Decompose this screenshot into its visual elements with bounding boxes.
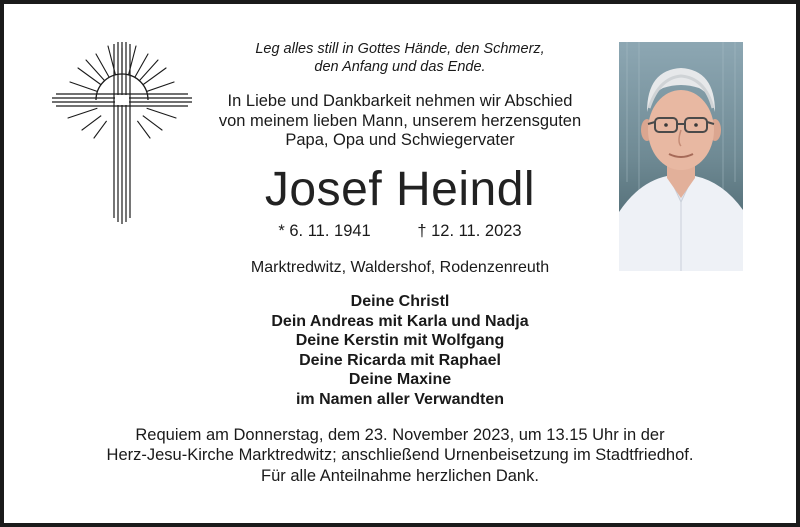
mourner-entry: Dein Andreas mit Karla und Nadja (271, 312, 529, 330)
radiant-cross-icon (52, 42, 192, 224)
thanks-note: Für alle Anteilnahme herzlichen Dank. (261, 467, 539, 485)
birth-date: * 6. 11. 1941 (278, 222, 371, 240)
life-dates (200, 221, 600, 241)
motto-line: Leg alles still in Gottes Hände, den Schmerz, (255, 41, 545, 57)
intro-line: von meinem lieben Mann, unserem herzensguten (218, 111, 582, 130)
motto-line: den Anfang und das Ende. (314, 59, 486, 75)
mourner-entry: Deine Christl (350, 293, 450, 310)
mourner-entry: Deine Ricarda mit Raphael (299, 351, 501, 369)
portrait-photo (619, 42, 743, 271)
requiem-line: Requiem am Donnerstag, dem 23. November 2023, um 13.15 Uhr in der (135, 426, 665, 444)
mourner-entry: Deine Maxine (348, 371, 452, 388)
home-places: Marktredwitz, Waldershof, Rodenzenreuth (250, 259, 550, 276)
mourners-list (200, 292, 600, 409)
intro-line: In Liebe und Dankbarkeit nehmen wir Abschied (227, 92, 573, 110)
mourner-entry: im Namen aller Verwandten (295, 390, 505, 408)
requiem-line: Herz-Jesu-Kirche Marktredwitz; anschließend Urnenbeisetzung im Stadtfriedhof. (106, 446, 694, 464)
mourner-entry: Deine Kerstin mit Wolfgang (295, 332, 505, 349)
intro-line: Papa, Opa und Schwiegervater (285, 131, 515, 149)
requiem-info (40, 425, 760, 465)
death-date: † 12. 11. 2023 (417, 222, 522, 240)
motto-verse (200, 40, 600, 76)
farewell-intro (200, 92, 600, 151)
deceased-name: Josef Heindl (264, 163, 536, 216)
